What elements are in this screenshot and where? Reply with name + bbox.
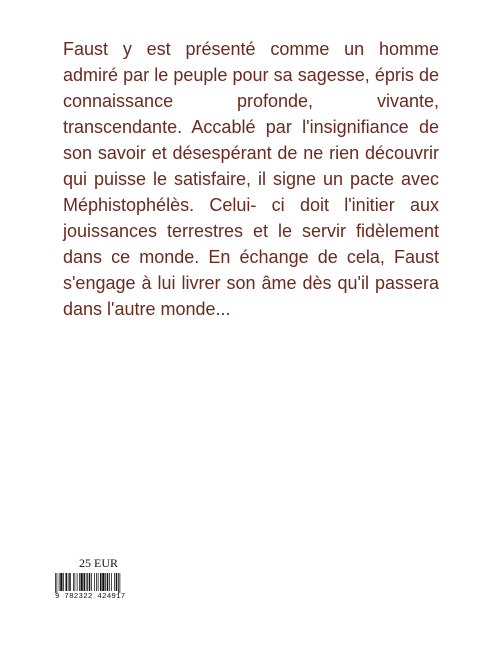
barcode-bar xyxy=(105,573,106,591)
barcode-bar xyxy=(86,573,87,591)
barcode-bar xyxy=(96,573,97,591)
barcode-bar xyxy=(98,573,99,591)
barcode xyxy=(55,573,150,603)
price-label: 25 EUR xyxy=(79,556,118,570)
barcode-bars xyxy=(55,573,139,593)
barcode-bar xyxy=(57,573,58,593)
barcode-bar xyxy=(73,573,74,591)
barcode-bar xyxy=(100,573,102,591)
barcode-bar xyxy=(94,573,95,591)
barcode-bar xyxy=(75,573,76,591)
isbn-digits: 9 782322 424917 xyxy=(55,593,126,601)
barcode-bar xyxy=(87,573,88,591)
barcode-bar xyxy=(114,573,115,591)
barcode-bar xyxy=(77,573,78,591)
barcode-bar xyxy=(59,573,60,591)
barcode-bar xyxy=(116,573,118,591)
barcode-bar xyxy=(84,573,86,591)
barcode-bar xyxy=(118,573,119,593)
barcode-bar xyxy=(66,573,68,591)
barcode-bar xyxy=(79,573,80,591)
book-description: Faust y est présenté comme un homme admiré par le peuple pour sa sagesse, épris de connaissance profonde, vivante, transcendante. Accablé par l'insignifiance de son savoir et désespérant de ne rien découvrir qui puisse le satisfaire, il signe un pacte avec Méphistophélès. Celui- ci doit l'initier aux jouissances terrestres et le servir fidèlement dans ce monde. En échange de cela, Faust s'engage à lui livrer son âme dès qu'il passera dans l'autre monde... xyxy=(63,39,439,319)
barcode-bar xyxy=(68,573,69,591)
barcode-bar xyxy=(120,573,121,593)
barcode-bar xyxy=(107,573,109,591)
barcode-bar xyxy=(111,573,112,591)
barcode-bar xyxy=(69,573,71,591)
barcode-bar xyxy=(55,573,56,593)
barcode-bar xyxy=(91,573,92,591)
barcode-bar xyxy=(81,573,83,591)
barcode-bar xyxy=(102,573,104,591)
barcode-bar xyxy=(63,573,64,591)
barcode-bar xyxy=(109,573,110,591)
barcode-bar xyxy=(89,573,91,591)
barcode-bar xyxy=(60,573,62,591)
